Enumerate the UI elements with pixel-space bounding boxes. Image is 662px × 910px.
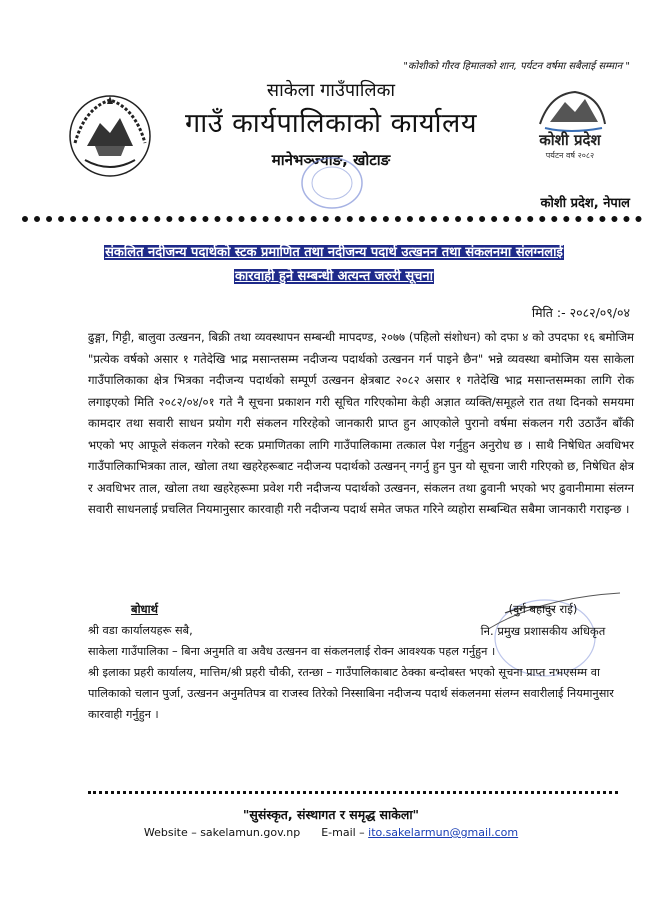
notice-date: मिति :- २०८२/०९/०४ xyxy=(531,305,630,320)
subject-line-2: कारवाही हुने सम्बन्धी अत्यन्त जरुरी सूचना xyxy=(234,269,434,284)
footer-motto: "सुसंस्कृत, संस्थागत र समृद्ध साकेला" xyxy=(242,807,420,822)
tagline: "कोशीको गौरव हिमालको शान, पर्यटन वर्षमा सबैलाई सम्मान " xyxy=(403,61,630,72)
cc-item-1: श्री वडा कार्यालयहरू सबै, xyxy=(88,624,193,637)
subject-line-1: संकलित नदीजन्य पदार्थको स्टक प्रमाणित तथा नदीजन्य पदार्थ उत्खनन तथा संकलनमा संलग्नलाई xyxy=(105,245,563,260)
office-stamp-icon xyxy=(297,153,367,213)
office-location: मानेभञ्ज्याङ, खोटाङ xyxy=(271,151,391,169)
cc-item-3: श्री इलाका प्रहरी कार्यालय, मात्तिम/श्री प्रहरी चौकी, रतन्छा – गाउँपालिकाबाट ठेक्का बन्दोबस्त भएको सूचना प्राप्त नभएसम्म वा पालिकाको चलान पुर्जा, उत्खनन अनुमतिपत्र वा राजस्व तिरेको निस्साबिना नदीजन्य पदार्थ संकलनमा संलग्न सवारीलाई नियमानुसार कारवाही गर्नुहुन । xyxy=(88,666,614,721)
website-label: Website – xyxy=(143,826,201,839)
koshi-logo-text: कोशी प्रदेश xyxy=(539,131,601,149)
signatory-title: नि. प्रमुख प्रशासकीय अधिकृत xyxy=(480,624,606,638)
email-link[interactable]: ito.sakelarmun@gmail.com xyxy=(368,826,519,839)
province-name: कोशी प्रदेश, नेपाल xyxy=(540,196,630,211)
municipality-name: साकेला गाउँपालिका xyxy=(266,80,396,101)
footer-divider xyxy=(88,791,618,794)
koshi-logo-subtext: पर्यटन वर्ष २०८२ xyxy=(545,151,595,160)
cc-list xyxy=(88,620,628,725)
footer-contact xyxy=(0,826,662,839)
notice-body: ढुङ्गा, गिट्टी, बालुवा उत्खनन, बिक्री तथा व्यवस्थापन सम्बन्धी मापदण्ड, २०७७ (पहिलो संशोधन) को दफा ४ को उपदफा १६ बमोजिम "प्रत्येक वर्षको असार १ गतेदेखि भाद्र मसान्तसम्म नदीजन्य पदार्थको उत्खनन गर्न पाइने छैन" भन्ने व्यवस्था बमोजिम यस साकेला गाउँपालिकाका क्षेत्र भित्रका नदीजन्य पदार्थको सम्पूर्ण उत्खनन क्षेत्रबाट २०८२ असार १ गतेदेखि भाद्र मसान्तसम्मका लागि रोक लगाइएको मिति २०८२/०४/०१ गते नै सूचना प्रकाशन गरी सूचित गरिएकोमा केही अज्ञात व्यक्ति/समूहले रात तथा दिनको समयमा कामदार तथा सवारी साधन प्रयोग गरी संकलन गरिरहेको जानकारी प्राप्त हुन आएकोले पुरानो वर्षमा संकलन गरी उठाउँन बाँकी भएको भए आफूले संकलन गरेको स्टक प्रमाणितका लागि गाउँपालिकामा तत्काल पेश गर्नुहुन अनुरोध छ । साथै निषेधित अवधिभर गाउँपालिकाभित्रका ताल, खोला तथा खहरेहरूबाट नदीजन्य पदार्थको उत्खनन् नगर्नु हुन पुन यो सूचना जारी गरिएको छ, निषेधित क्षेत्र र अवधिभर ताल, खोला तथा खहरेहरूमा प्रवेश गरी नदीजन्य पदार्थको उत्खनन, संकलन तथा ढुवानी भएको भए ढुवानीमामा संलग्न सवारी साधनलाई प्रचलित नियमानुसार कारवाही गरी नदीजन्य पदार्थ समेत जफत गरिने व्यहोरा सम्बन्धित सबैमा जानकारी गराइन्छ । xyxy=(88,330,634,516)
header-divider xyxy=(22,216,642,222)
cc-item-2: साकेला गाउँपालिका – बिना अनुमति वा अवैध उत्खनन वा संकलनलाई रोक्न आवश्यक पहल गर्नुहुन । xyxy=(88,645,496,658)
cc-title: बोधार्थ xyxy=(131,602,158,616)
website-link[interactable]: sakelamun.gov.np xyxy=(200,826,301,839)
email-label: E-mail – xyxy=(321,826,369,839)
office-title: गाउँ कार्यपालिकाको कार्यालय xyxy=(185,108,477,139)
signatory-name: (दुर्ग बहादुर राई) xyxy=(508,602,578,616)
notice-subject xyxy=(95,241,573,289)
